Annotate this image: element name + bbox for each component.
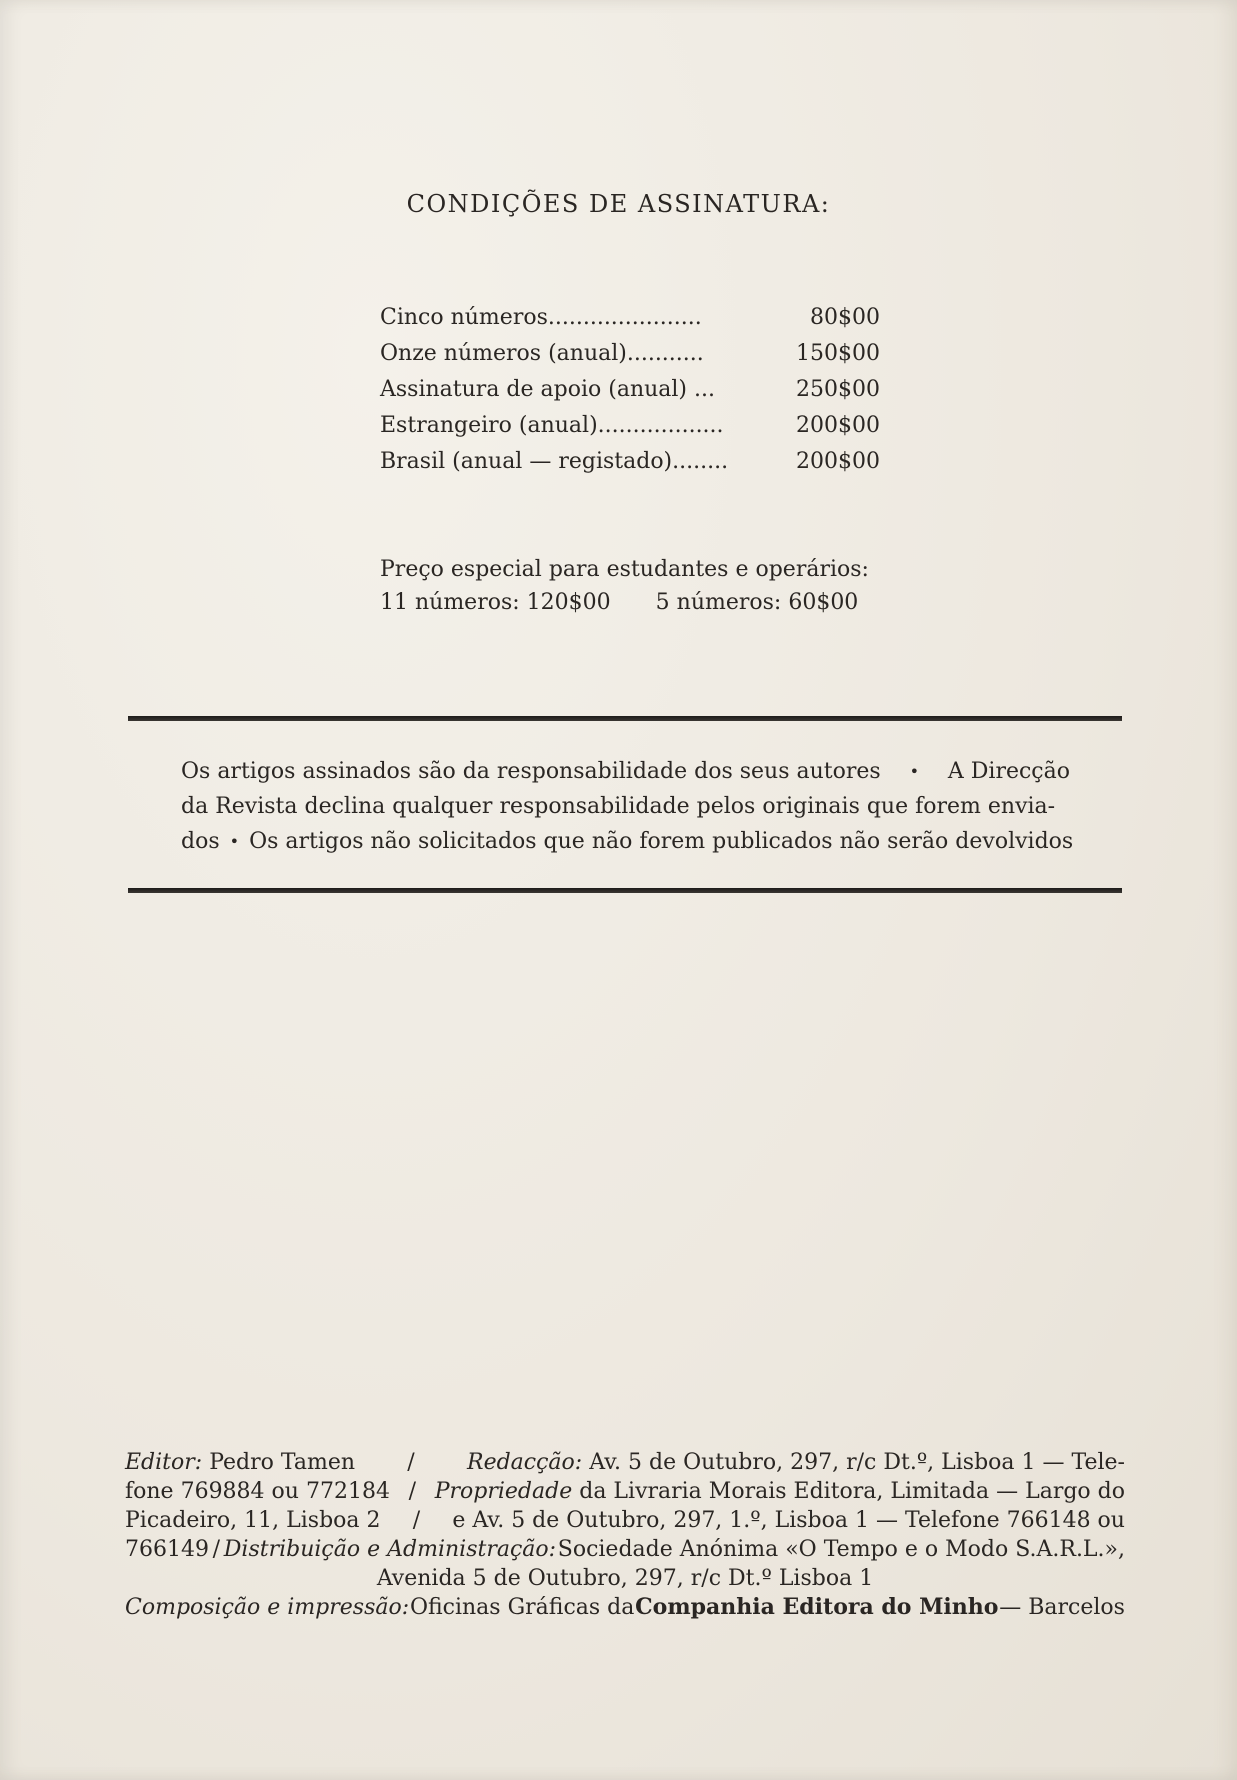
price-value: 200$00 bbox=[796, 449, 880, 474]
price-label: Estrangeiro (anual).................. bbox=[380, 413, 724, 438]
special-price-block bbox=[380, 553, 880, 619]
colophon-segment bbox=[467, 1448, 1125, 1477]
colophon-segment bbox=[125, 1448, 355, 1477]
notice-line bbox=[181, 824, 1074, 859]
colophon-text: Oficinas Gráficas da bbox=[409, 1595, 635, 1620]
notice-text: Os artigos não solicitados que não forem publicados não serão devolvidos bbox=[249, 829, 1074, 854]
colophon-text: da Livraria Morais Editora, Limitada — Largo do bbox=[579, 1479, 1125, 1504]
notice-text: da Revista declina qualquer responsabilidade pelos originais que forem envia- bbox=[181, 794, 1056, 819]
price-value: 150$00 bbox=[796, 341, 880, 366]
subscription-price-table bbox=[380, 300, 880, 480]
colophon-text: — Barcelos bbox=[999, 1595, 1125, 1620]
colophon-line bbox=[125, 1535, 1125, 1564]
colophon-line bbox=[125, 1593, 1125, 1622]
price-value: 250$00 bbox=[796, 377, 880, 402]
notice-text: dos bbox=[181, 829, 220, 854]
colophon-text: e Av. 5 de Outubro, 297, 1.º, Lisboa 1 — Telefone 766148 ou bbox=[452, 1508, 1125, 1533]
price-label: Assinatura de apoio (anual) ... bbox=[380, 377, 715, 402]
price-value: 200$00 bbox=[796, 413, 880, 438]
price-label: Brasil (anual — registado)........ bbox=[380, 449, 729, 474]
notice-line bbox=[181, 754, 1070, 789]
colophon-line bbox=[125, 1564, 1125, 1593]
redaccao-label: Redacção: bbox=[467, 1450, 583, 1475]
distribuicao-label: Distribuição e Administração: bbox=[223, 1537, 557, 1562]
colophon-text: Sociedade Anónima «O Tempo e o Modo S.A.R.L.», bbox=[557, 1537, 1125, 1562]
page-title: CONDIÇÕES DE ASSINATURA: bbox=[406, 190, 831, 218]
separator-slash: / bbox=[407, 1450, 415, 1475]
top-divider bbox=[128, 716, 1122, 721]
special-item-five: 5 números: 60$00 bbox=[655, 590, 859, 615]
disclaimer-notice bbox=[181, 754, 1074, 859]
colophon-line bbox=[125, 1477, 1125, 1506]
price-row bbox=[380, 372, 880, 408]
printer-name: Companhia Editora do Minho bbox=[635, 1594, 999, 1620]
composicao-label: Composição e impressão: bbox=[125, 1595, 410, 1620]
notice-text: Os artigos assinados são da responsabilidade dos seus autores bbox=[181, 759, 881, 784]
colophon-line bbox=[125, 1506, 1125, 1535]
price-label: Cinco números...................... bbox=[380, 305, 702, 330]
special-items bbox=[380, 586, 880, 619]
special-heading: Preço especial para estudantes e operários: bbox=[380, 557, 869, 582]
colophon-line bbox=[125, 1448, 1125, 1477]
separator-slash: / bbox=[212, 1537, 221, 1562]
redaccao-text: Av. 5 de Outubro, 297, r/c Dt.º, Lisboa 1 — Tele- bbox=[589, 1450, 1125, 1475]
colophon-text: Picadeiro, 11, Lisboa 2 bbox=[125, 1508, 381, 1533]
colophon-segment bbox=[435, 1477, 1125, 1506]
editor-name: Pedro Tamen bbox=[209, 1450, 356, 1475]
special-item-eleven: 11 números: 120$00 bbox=[380, 590, 611, 615]
notice-line bbox=[181, 789, 1070, 824]
price-row bbox=[380, 408, 880, 444]
bullet-icon: • bbox=[229, 832, 240, 851]
editor-label: Editor: bbox=[125, 1450, 203, 1475]
price-row bbox=[380, 444, 880, 480]
price-label: Onze números (anual)........... bbox=[380, 341, 704, 366]
price-value: 80$00 bbox=[810, 305, 880, 330]
bullet-icon: • bbox=[909, 762, 920, 781]
colophon-text: Avenida 5 de Outubro, 297, r/c Dt.º Lisboa 1 bbox=[376, 1566, 874, 1591]
separator-slash: / bbox=[408, 1479, 417, 1504]
colophon-text: 766149 bbox=[125, 1537, 209, 1562]
price-row bbox=[380, 300, 880, 336]
notice-text: A Direcção bbox=[947, 759, 1070, 784]
propriedade-label: Propriedade bbox=[434, 1479, 573, 1504]
bottom-divider bbox=[128, 888, 1122, 893]
separator-slash: / bbox=[412, 1508, 421, 1533]
colophon bbox=[125, 1448, 1125, 1622]
colophon-text: fone 769884 ou 772184 bbox=[125, 1479, 390, 1504]
price-row bbox=[380, 336, 880, 372]
